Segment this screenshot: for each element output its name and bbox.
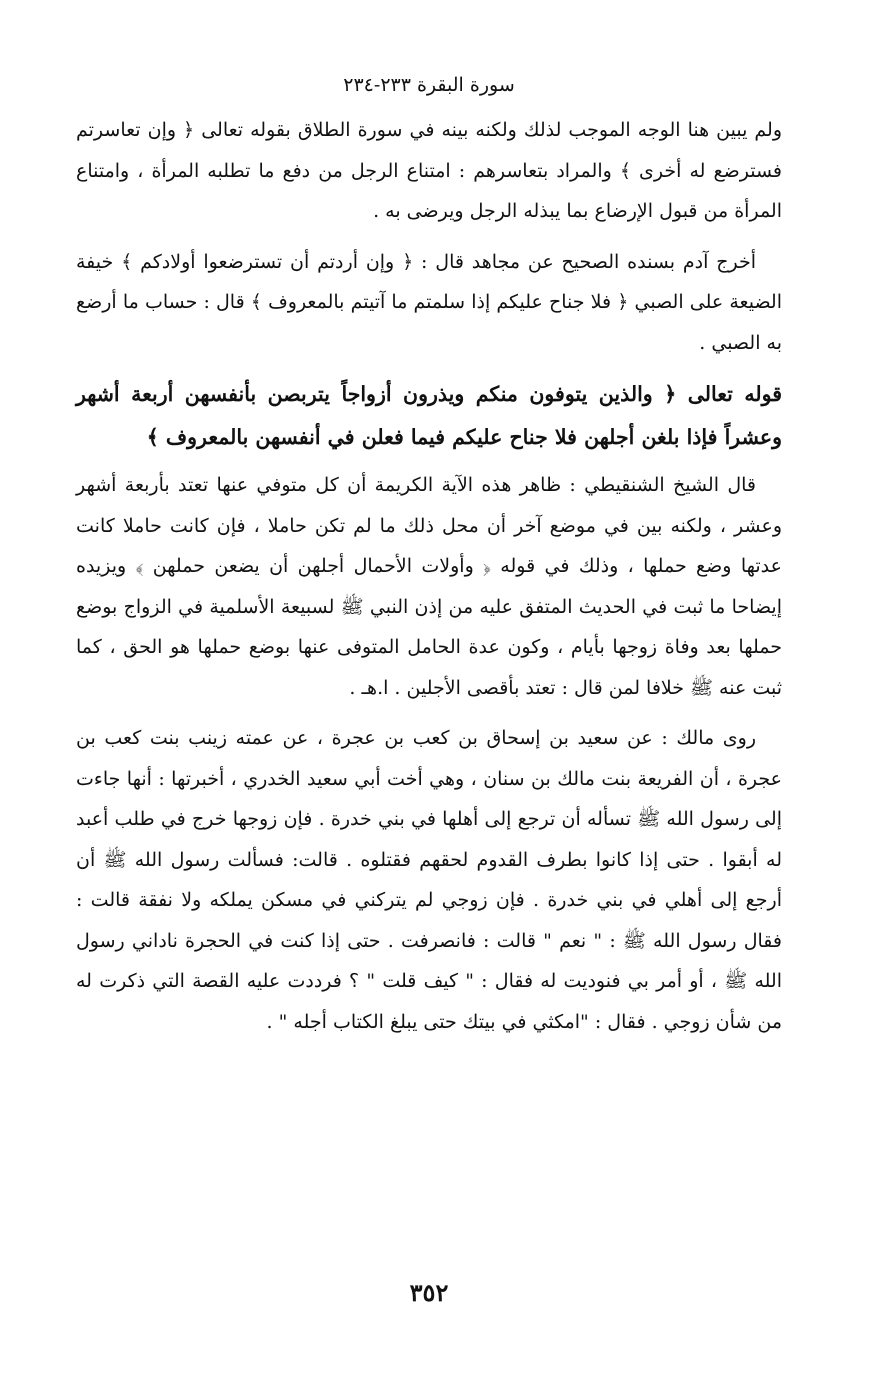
running-header: سورة البقرة ٢٣٣-٢٣٤	[343, 74, 515, 96]
paragraph-malik-hadith: روى مالك : عن سعيد بن إسحاق بن كعب بن عجرة ، عن عمته زينب بنت كعب بن عجرة ، أن الفريعة بنت مالك بن سنان ، وهي أخت أبي سعيد الخدري ، أخبرتها : أنها جاءت إلى رسول الله ﷺ تسأله أن ترجع إلى أهلها في بني خدرة . فإن زوجها خرج في طلب أعبد له أبقوا . حتى إذا كانوا بطرف القدوم لحقهم فقتلوه . قالت: فسألت رسول الله ﷺ أن أرجع إلى أهلي في بني خدرة . فإن زوجي لم يتركني في مسكن يملكه ولا نفقة قالت : فقال رسول الله ﷺ : " نعم " قالت : فانصرفت . حتى إذا كنت في الحجرة ناداني رسول الله ﷺ ، أو أمر بي فنوديت له فقال : " كيف قلت " ؟ فرددت عليه القصة التي ذكرت له من شأن زوجي . فقال : "امكثي في بيتك حتى يبلغ الكتاب أجله " .	[76, 727, 782, 1033]
page-number: ٣٥٢	[409, 1278, 449, 1307]
paragraph-talaq-reference: ولم يبين هنا الوجه الموجب لذلك ولكنه بينه في سورة الطلاق بقوله تعالى ﴿ وإن تعاسرتم فسترضع له أخرى ﴾ والمراد بتعاسرهم : امتناع الرجل من دفع ما تطلبه المرأة ، وامتناع المرأة من قبول الإرضاع بما يبذله الرجل ويرضى به .	[76, 119, 782, 222]
body-text	[76, 110, 782, 1052]
document-page	[76, 70, 782, 1320]
paragraph-mujahid-narration: أخرج آدم بسنده الصحيح عن مجاهد قال : ﴿ وإن أردتم أن تسترضعوا أولادكم ﴾ خيفة الضيعة على الصبي ﴿ فلا جناح عليكم إذا سلمتم ما آتيتم بالمعروف ﴾ قال : حساب ما أرضع به الصبي .	[76, 250, 782, 354]
paragraph-shanqiti-commentary: قال الشيخ الشنقيطي : ظاهر هذه الآية الكريمة أن كل متوفي عنها تعتد بأربعة أشهر وعشر ، ولكنه بين في موضع آخر أن محل ذلك ما لم تكن حاملا ، فإن كانت حاملا كانت عدتها وضع حملها ، وذلك في قوله ﴿ وأولات الأحمال أجلهن أن يضعن حملهن ﴾ ويزيده إيضاحا ما ثبت في الحديث المتفق عليه من إذن النبي ﷺ لسبيعة الأسلمية في الزواج بوضع حملها بعد وفاة زوجها بأيام ، وكون عدة الحامل المتوفى عنها بوضع حملها هو الحق ، كما ثبت عنه ﷺ خلافا لمن قال : تعتد بأقصى الأجلين . ا.هـ .	[76, 474, 782, 699]
verse-heading-234: قوله تعالى ﴿ والذين يتوفون منكم ويذرون أزواجاً يتربصن بأنفسهن أربعة أشهر وعشراً فإذا بلغن أجلهن فلا جناح عليكم فيما فعلن في أنفسهن بالمعروف ﴾	[76, 382, 782, 449]
